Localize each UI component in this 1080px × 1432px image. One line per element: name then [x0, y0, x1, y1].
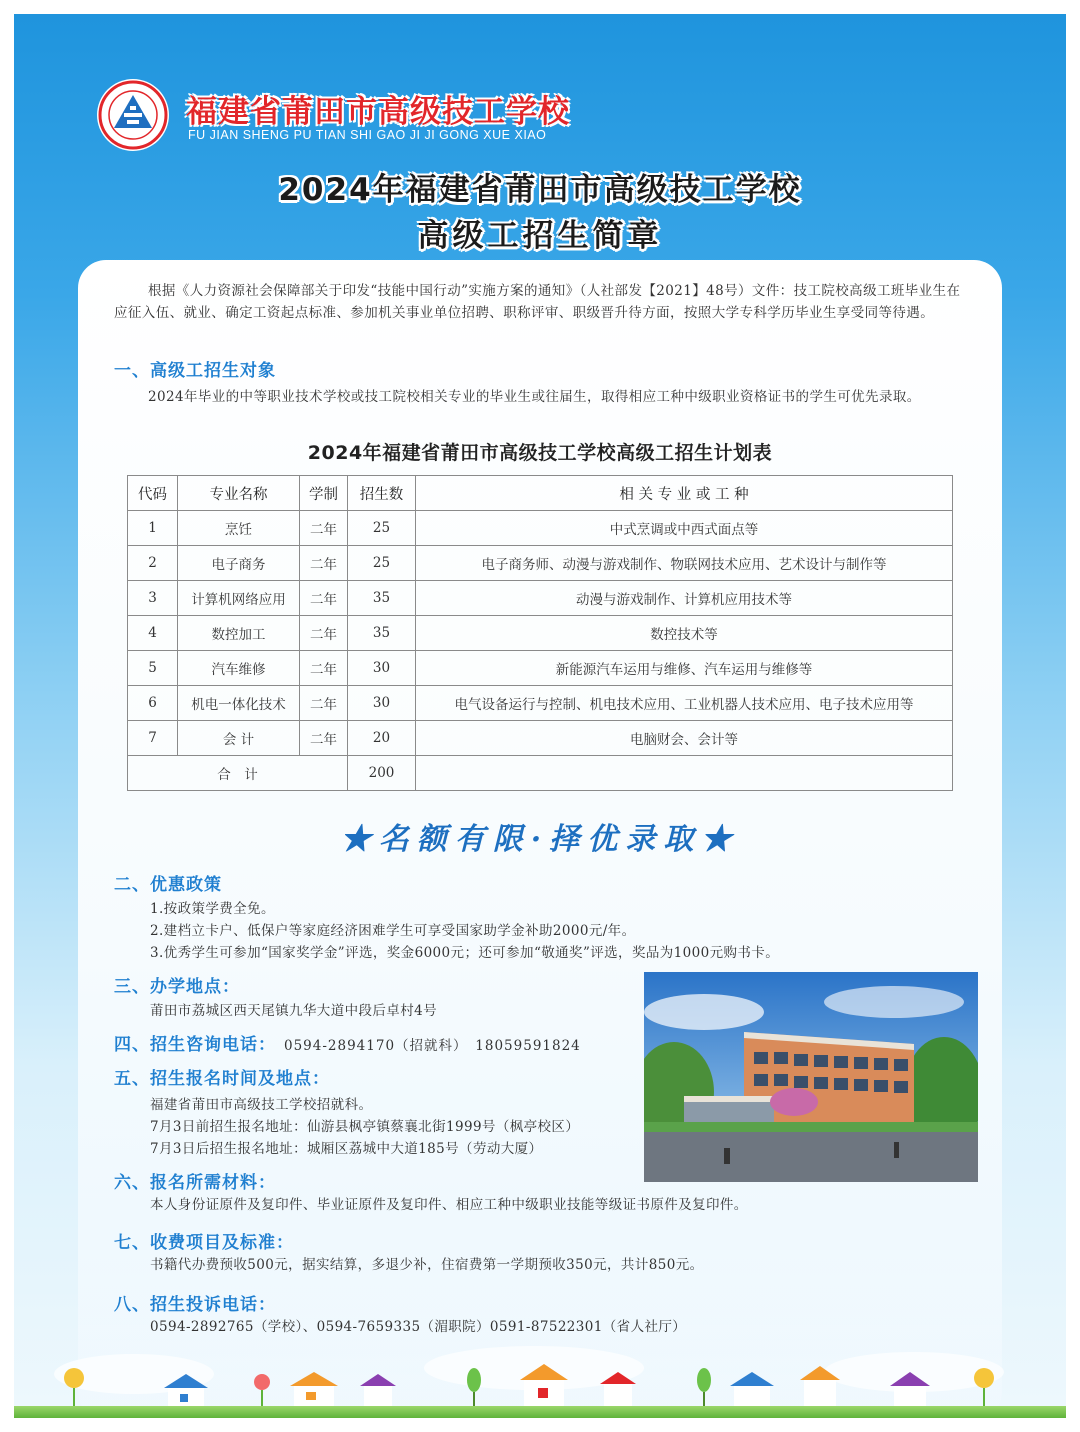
- table-row: [128, 581, 953, 616]
- table-row: [128, 546, 953, 581]
- col-header-code: 代码: [128, 476, 178, 511]
- cell-code: 3: [128, 581, 178, 616]
- cell-major: 电子商务: [178, 546, 300, 581]
- section1-heading: 一、高级工招生对象: [114, 361, 276, 381]
- col-header-major: 专业名称: [178, 476, 300, 511]
- cell-duration: 二年: [300, 581, 348, 616]
- col-header-quota: 招生数: [348, 476, 416, 511]
- campus-building-image: [644, 972, 978, 1182]
- school-emblem-icon: [96, 78, 170, 152]
- cell-duration: 二年: [300, 511, 348, 546]
- cell-duration: 二年: [300, 651, 348, 686]
- cell-related: 中式烹调或中西式面点等: [416, 511, 953, 546]
- cell-major: 数控加工: [178, 616, 300, 651]
- cell-duration: 二年: [300, 616, 348, 651]
- cell-related: 电子商务师、动漫与游戏制作、物联网技术应用、艺术设计与制作等: [416, 546, 953, 581]
- table-row: [128, 651, 953, 686]
- cell-related: 数控技术等: [416, 616, 953, 651]
- table-row: [128, 686, 953, 721]
- section8-text: 0594-2892765（学校）、0594-7659335（湄职院）0591-87522301（省人社厅）: [150, 1319, 687, 1335]
- section5-item: 7月3日前招生报名地址：仙游县枫亭镇蔡襄北街1999号（枫亭校区）: [150, 1119, 580, 1135]
- cell-major: 烹饪: [178, 511, 300, 546]
- intro-paragraph: 根据《人力资源社会保障部关于印发“技能中国行动”实施方案的通知》（人社部发【2021】48号）文件：技工院校高级工班毕业生在应征入伍、就业、确定工资起点标准、参加机关事业单位招聘、职称评审、职级晋升待方面，按照大学专科学历毕业生享受同等待遇。: [114, 283, 961, 321]
- cell-major: 汽车维修: [178, 651, 300, 686]
- cell-major: 计算机网络应用: [178, 581, 300, 616]
- total-label: 合 计: [128, 756, 348, 791]
- section5-heading: 五、招生报名时间及地点：: [114, 1069, 330, 1089]
- cell-code: 5: [128, 651, 178, 686]
- section4-row: [114, 1030, 581, 1055]
- cell-quota: 25: [348, 511, 416, 546]
- table-title: 2024年福建省莆田市高级技工学校高级工招生计划表: [307, 442, 773, 464]
- cell-related: 电脑财会、会计等: [416, 721, 953, 756]
- total-value: 200: [348, 756, 416, 791]
- cell-related: 动漫与游戏制作、计算机应用技术等: [416, 581, 953, 616]
- section6-heading: 六、报名所需材料：: [114, 1173, 276, 1193]
- cell-quota: 20: [348, 721, 416, 756]
- section2-item: 2.建档立卡户、低保户等家庭经济困难学生可享受国家助学金补助2000元/年。: [150, 923, 636, 939]
- poster: [14, 14, 1066, 1418]
- table-row: [128, 616, 953, 651]
- cell-quota: 25: [348, 546, 416, 581]
- cell-quota: 35: [348, 581, 416, 616]
- table-row: [128, 721, 953, 756]
- section4-heading: 四、招生咨询电话：: [114, 1035, 276, 1055]
- cell-quota: 30: [348, 686, 416, 721]
- section8-heading: 八、招生投诉电话：: [114, 1295, 276, 1315]
- cell-code: 1: [128, 511, 178, 546]
- section3-text: 莆田市荔城区西天尾镇九华大道中段后卓村4号: [150, 1003, 437, 1019]
- cell-related: 新能源汽车运用与维修、汽车运用与维修等: [416, 651, 953, 686]
- slogan-banner: ★名额有限·择优录取★: [340, 822, 740, 857]
- cell-major: 机电一体化技术: [178, 686, 300, 721]
- cell-code: 4: [128, 616, 178, 651]
- cell-quota: 30: [348, 651, 416, 686]
- cell-duration: 二年: [300, 721, 348, 756]
- cell-code: 7: [128, 721, 178, 756]
- cell-duration: 二年: [300, 686, 348, 721]
- cell-code: 6: [128, 686, 178, 721]
- table-header-row: [128, 476, 953, 511]
- cell-related: 电气设备运行与控制、机电技术应用、工业机器人技术应用、电子技术应用等: [416, 686, 953, 721]
- page-title-line2: 高级工招生简章: [417, 218, 663, 254]
- school-name-en: FU JIAN SHENG PU TIAN SHI GAO JI JI GONG XUE XIAO: [188, 128, 547, 142]
- decorative-houses-ground: [14, 1344, 1066, 1418]
- cell-major: 会 计: [178, 721, 300, 756]
- total-empty-cell: [416, 756, 953, 791]
- section6-text: 本人身份证原件及复印件、毕业证原件及复印件、相应工种中级职业技能等级证书原件及复印件。: [150, 1197, 748, 1213]
- enrollment-plan-table: [127, 475, 953, 791]
- cell-duration: 二年: [300, 546, 348, 581]
- col-header-duration: 学制: [300, 476, 348, 511]
- section2-item: 3.优秀学生可参加“国家奖学金”评选，奖金6000元；还可参加“敬通奖”评选，奖品为1000元购书卡。: [150, 945, 780, 961]
- col-header-related: 相 关 专 业 或 工 种: [416, 476, 953, 511]
- section4-text: 0594-2894170（招就科） 18059591824: [284, 1038, 581, 1054]
- section7-heading: 七、收费项目及标准：: [114, 1233, 294, 1253]
- section3-heading: 三、办学地点：: [114, 977, 240, 997]
- section2-heading: 二、优惠政策: [114, 875, 222, 895]
- page-title-line1: 2024年福建省莆田市高级技工学校: [278, 172, 802, 208]
- table-row: [128, 511, 953, 546]
- table-total-row: [128, 756, 953, 791]
- section2-item: 1.按政策学费全免。: [150, 901, 275, 917]
- school-name-cn: 福建省莆田市高级技工学校: [186, 94, 570, 130]
- section5-item: 福建省莆田市高级技工学校招就科。: [150, 1097, 373, 1113]
- cell-code: 2: [128, 546, 178, 581]
- section7-text: 书籍代办费预收500元，据实结算，多退少补，住宿费第一学期预收350元，共计850元。: [150, 1257, 704, 1273]
- section5-item: 7月3日后招生报名地址：城厢区荔城中大道185号（劳动大厦）: [150, 1141, 543, 1157]
- section1-text: 2024年毕业的中等职业技术学校或技工院校相关专业的毕业生或往届生，取得相应工种中级职业资格证书的学生可优先录取。: [148, 389, 921, 405]
- cell-quota: 35: [348, 616, 416, 651]
